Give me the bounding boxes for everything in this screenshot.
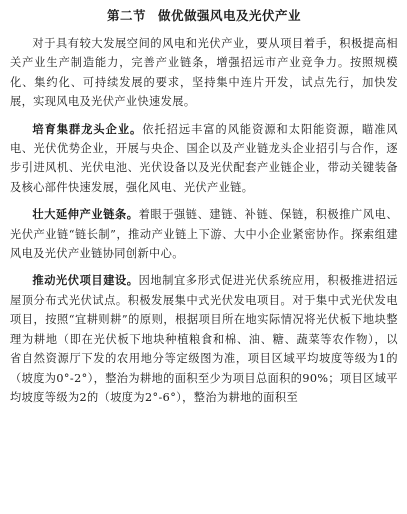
paragraph-lead: 培育集群龙头企业。 bbox=[32, 122, 143, 136]
paragraph-lead: 壮大延伸产业链条。 bbox=[32, 208, 139, 222]
paragraph-text: 依托招远丰富的风能资源和太阳能资源，瞄准风电、光伏优势企业，开展与央企、国企以及产业链龙头企业招引与合作，逐步引进风机、光伏电池、光伏设备以及光伏配套产业链企业，带动关键装备及核心部件快速发展，强化风电、光伏产业链。 bbox=[10, 122, 398, 194]
section-heading bbox=[10, 8, 398, 24]
paragraph-lead: 推动光伏项目建设。 bbox=[32, 274, 139, 288]
paragraph-text: 对于具有较大发展空间的风电和光伏产业，要从项目着手，积极提高相关产业生产制造能力，完善产业链条，增强招远市产业竞争力。按照规模化、集约化、可持续发展的要求，坚持集中连片开发，试点先行，加快发展，实现风电及光伏产业快速发展。 bbox=[10, 37, 398, 109]
section-title: 做优做强风电及光伏产业 bbox=[158, 8, 302, 23]
section-number: 第二节 bbox=[106, 8, 146, 23]
paragraph-pv-projects bbox=[10, 271, 398, 407]
paragraph-intro bbox=[10, 34, 398, 112]
paragraph-text: 着眼于强链、建链、补链、保链，积极推广风电、光伏产业链“链长制”，推动产业链上下游、大中小企业紧密协作。探索组建风电及光伏产业链协同创新中心。 bbox=[10, 208, 398, 261]
paragraph-text: 因地制宜多形式促进光伏系统应用，积极推进招远屋顶分布式光伏试点。积极发展集中式光伏发电项目。对于集中式光伏发电项目，按照“宜耕则耕”的原则，根据项目所在地实际情况将光伏板下地块整理为耕地（即在光伏板下地块种植粮食和棉、油、糖、蔬菜等农作物），以省自然资源厅下发的农用地分等定级图为准，项目区域平均坡度等级为1的（坡度为0°-2°），整治为耕地的面积至少为项目总面积的90%；项目区域平均坡度等级为2的（坡度为2°-6°），整治为耕地的面积至 bbox=[10, 274, 398, 404]
paragraph-cultivate-leaders bbox=[10, 120, 398, 198]
paragraph-extend-chain bbox=[10, 205, 398, 263]
